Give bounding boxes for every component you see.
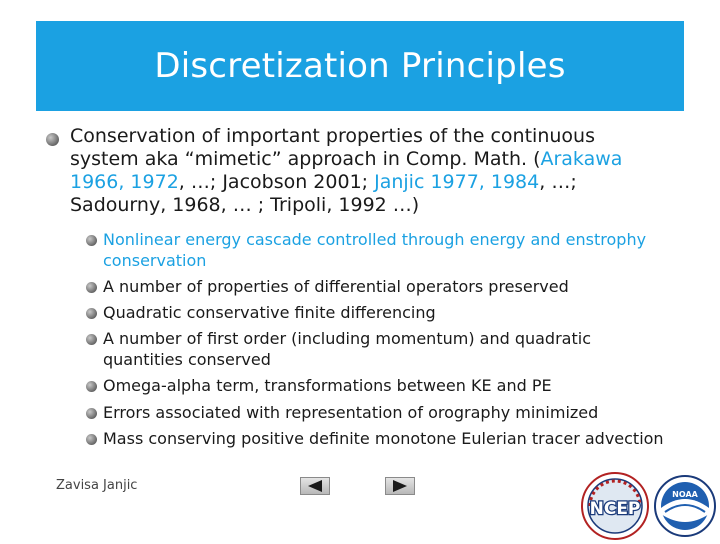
sub-bullet-icon: [86, 282, 97, 293]
title-bar: [36, 21, 684, 111]
footer-author: Zavisa Janjic: [56, 478, 138, 493]
sub-bullet-icon: [86, 308, 97, 319]
sub-bullet-text: Mass conserving positive definite monotone Eulerian tracer advection: [103, 429, 664, 448]
sub-bullet-text: Errors associated with representation of orography minimized: [103, 403, 599, 422]
noaa-logo-label: NOAA: [672, 490, 698, 499]
right-arrow-icon: [391, 480, 409, 492]
sub-bullet-icon: [86, 235, 97, 246]
main-bullet-tail: , …;: [539, 171, 577, 193]
sub-bullet-icon: [86, 408, 97, 419]
sub-bullet-text: Nonlinear energy cascade controlled through energy and enstrophy conservation: [103, 230, 647, 270]
ncep-logo-label: NCEP: [589, 499, 641, 519]
main-bullet-mid: , …; Jacobson 2001;: [178, 171, 375, 193]
sub-bullet-text: Quadratic conservative finite differencing: [103, 303, 436, 322]
sub-bullet-icon: [86, 434, 97, 445]
sub-bullet-icon: [86, 381, 97, 392]
reference-arakawa-years: 1966, 1972: [70, 171, 179, 193]
sub-bullet-icon: [86, 334, 97, 345]
bullet-icon: [46, 133, 59, 146]
reference-janjic: Janjic 1977, 1984: [374, 171, 540, 193]
sub-bullet-text: A number of first order (including momentum) and quadratic quantities conserved: [103, 329, 591, 369]
ncep-logo: [580, 470, 650, 540]
main-bullet-text: [70, 125, 690, 217]
main-bullet-line4: Sadourny, 1968, … ; Tripoli, 1992 …): [70, 194, 420, 216]
main-bullet-line1: Conservation of important properties of the continuous: [70, 125, 595, 147]
slide-title: Discretization Principles: [154, 46, 566, 86]
reference-arakawa: Arakawa: [540, 148, 623, 170]
next-slide-button[interactable]: [385, 477, 415, 495]
left-arrow-icon: [306, 480, 324, 492]
previous-slide-button[interactable]: [300, 477, 330, 495]
sub-bullet-text: Omega-alpha term, transformations between KE and PE: [103, 376, 552, 395]
main-bullet-line2: system aka “mimetic” approach in Comp. Math. (: [70, 148, 541, 170]
noaa-logo: [650, 470, 720, 540]
sub-bullet-text: A number of properties of differential operators preserved: [103, 277, 569, 296]
